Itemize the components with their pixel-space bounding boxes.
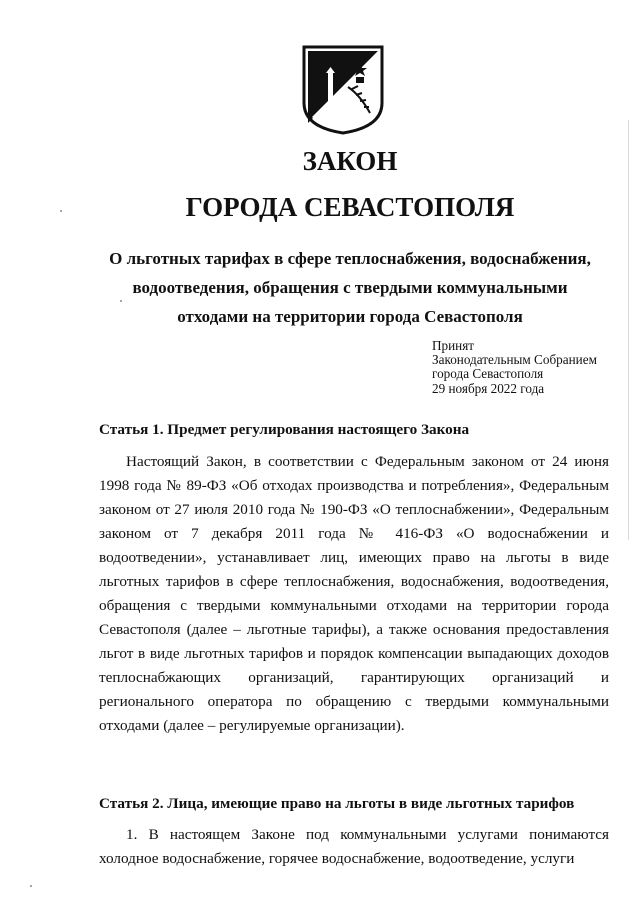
- article-2-text: 1. В настоящем Законе под коммунальными услугами понимаются холодное водоснабжение, горячее водоснабжение, водоотведение, услуги: [99, 826, 609, 867]
- sevastopol-coat-of-arms-icon: [300, 43, 386, 135]
- law-city-title: ГОРОДА СЕВАСТОПОЛЯ: [185, 192, 515, 222]
- adoption-line: Законодательным Собранием: [432, 352, 597, 368]
- adoption-line: Принят: [432, 338, 475, 353]
- adoption-date: 29 ноября 2022 года: [432, 380, 545, 396]
- scan-speck: [60, 210, 62, 212]
- scan-edge-line: [628, 120, 629, 540]
- article-2-heading: Статья 2. Лица, имеющие право на льготы в виде льготных тарифов: [99, 795, 575, 812]
- article-1-heading: Статья 1. Предмет регулирования настоящего Закона: [99, 421, 470, 438]
- law-title: ЗАКОН: [302, 146, 398, 176]
- adoption-block: [432, 339, 632, 396]
- article-1-text: Настоящий Закон, в соответствии с Федеральным законом от 24 июня 1998 года № 89-ФЗ «Об отходах производства и потребления», Федеральным законом от 27 июля 2010 года № 190-ФЗ «О теплоснабжении», Федеральным законом от 7 декабря 2011 года № 416-ФЗ «О водоснабжении и водоотведении», устанавливает лиц, имеющих право на льготы в виде льготных тарифов в сфере теплоснабжения, водоснабжения, водоотведения, обращения с твердыми коммунальными отходами на территории города Севастополя (далее – льготные тарифы), а также основания предоставления льгот в виде льготных тарифов и порядок компенсации выпадающих доходов теплоснабжающих организаций, гарантирующих организаций и регионального оператора по обращению с твердыми коммунальными отходами (далее – регулируемые организации).: [99, 453, 609, 734]
- scan-speck: [30, 885, 32, 887]
- law-subtitle: О льготных тарифах в сфере теплоснабжения, водоснабжения, водоотведения, обращения с твердыми коммунальными отходами на территории города Севастополя: [109, 249, 591, 326]
- scan-speck: [120, 300, 122, 302]
- adoption-line: города Севастополя: [432, 366, 544, 382]
